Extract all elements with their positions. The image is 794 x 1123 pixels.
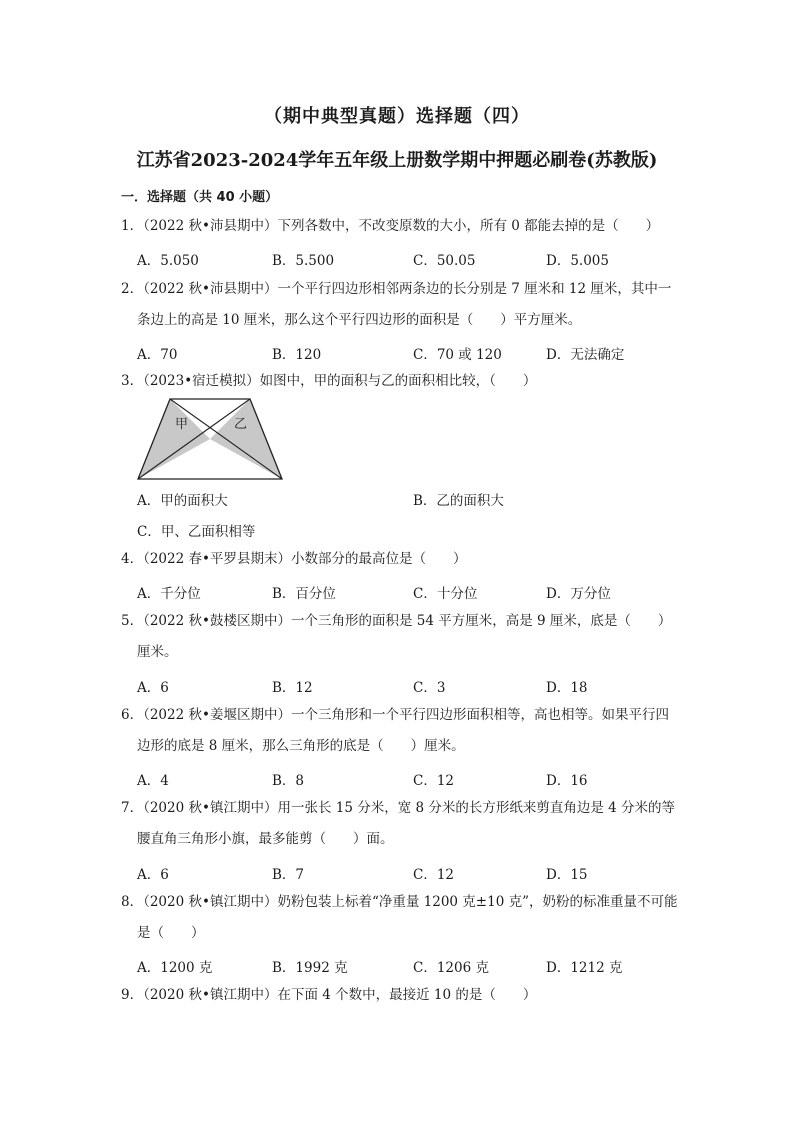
option-a: A．4 [137, 773, 169, 789]
trapezoid-figure [137, 397, 283, 481]
question-text-cont: 边形的底是 8 厘米，那么三角形的底是（ ）厘米。 [137, 738, 465, 754]
option-b: B．7 [272, 867, 305, 883]
option-b: B．8 [272, 773, 305, 789]
question-text-cont: 是（ ） [137, 925, 205, 941]
section-heading: 一．选择题（共 40 小题） [121, 190, 279, 205]
option-a: A．6 [137, 867, 169, 883]
question-text: 5．（2022 秋•鼓楼区期中）一个三角形的面积是 54 平方厘米，高是 9 厘米，底是（ ） [121, 613, 672, 629]
question-7-options [137, 863, 697, 885]
question-8 [121, 887, 681, 949]
question-text: 6．（2022 秋•姜堰区期中）一个三角形和一个平行四边形面积相等，高也相等。如果平行四 [121, 707, 669, 723]
option-d: D．5.005 [546, 253, 609, 269]
question-text: 2．（2022 秋•沛县期中）一个平行四边形相邻两条边的长分别是 7 厘米和 12 厘米，其中一 [121, 281, 672, 297]
option-a: A．5.050 [137, 253, 199, 269]
option-d: D．15 [546, 867, 588, 883]
question-6-options [137, 769, 697, 791]
option-a: A．70 [137, 347, 178, 363]
option-d: D．无法确定 [546, 347, 625, 363]
question-9 [121, 980, 681, 1011]
page-subtitle: 江苏省2023-2024学年五年级上册数学期中押题必刷卷(苏教版) [136, 150, 658, 171]
triangle-yi [210, 399, 282, 479]
option-a: A．甲的面积大 [137, 493, 228, 509]
option-c: C．12 [413, 867, 455, 883]
triangle-jia [138, 399, 210, 479]
option-d: D．16 [546, 773, 588, 789]
question-1-options [137, 249, 697, 271]
question-5 [121, 606, 681, 668]
question-text: 8．（2020 秋•镇江期中）奶粉包装上标着“净重量 1200 克±10 克”，奶粉的标准重量不可能 [121, 894, 678, 910]
option-a: A．1200 克 [137, 960, 213, 976]
option-c: C．50.05 [413, 253, 476, 269]
question-1 [121, 211, 681, 242]
question-text: 3．（2023•宿迁模拟）如图中，甲的面积与乙的面积相比较，（ ） [121, 373, 537, 389]
option-c: C．甲、乙面积相等 [137, 524, 256, 540]
option-c: C．12 [413, 773, 455, 789]
question-4-options [137, 582, 697, 604]
question-2-options [137, 343, 697, 365]
question-3-options-row2 [137, 520, 697, 542]
question-3 [121, 366, 681, 397]
option-b: B．5.500 [272, 253, 335, 269]
question-text: 4．（2022 春•平罗县期末）小数部分的最高位是（ ） [121, 551, 467, 567]
option-a: A．6 [137, 680, 169, 696]
question-text-cont: 腰直角三角形小旗，最多能剪（ ）面。 [137, 831, 394, 847]
question-6 [121, 700, 681, 762]
question-text: 1．（2022 秋•沛县期中）下列各数中，不改变原数的大小，所有 0 都能去掉的是（ ） [121, 218, 660, 234]
option-d: D．万分位 [546, 586, 611, 602]
question-2 [121, 274, 681, 336]
question-text-cont: 条边上的高是 10 厘米，那么这个平行四边形的面积是（ ）平方厘米。 [137, 312, 582, 328]
question-text: 9．（2020 秋•镇江期中）在下面 4 个数中，最接近 10 的是（ ） [121, 987, 537, 1003]
option-b: B．乙的面积大 [413, 493, 504, 509]
option-d: D．18 [546, 680, 588, 696]
option-c: C．十分位 [413, 586, 478, 602]
option-b: B．1992 克 [272, 960, 348, 976]
label-jia: 甲 [175, 417, 189, 432]
question-text: 7．（2020 秋•镇江期中）用一张长 15 分米，宽 8 分米的长方形纸来剪直角边是 4 分米的等 [121, 800, 676, 816]
option-b: B．12 [272, 680, 313, 696]
option-c: C．3 [413, 680, 446, 696]
question-8-options [137, 956, 697, 978]
question-7 [121, 793, 681, 855]
option-b: B．120 [272, 347, 322, 363]
option-b: B．百分位 [272, 586, 336, 602]
question-3-options-row1 [137, 489, 697, 511]
option-c: C．1206 克 [413, 960, 489, 976]
option-c: C．70 或 120 [413, 347, 502, 363]
question-5-options [137, 676, 697, 698]
page-title: （期中典型真题）选择题（四） [264, 106, 530, 127]
question-4 [121, 544, 681, 575]
label-yi: 乙 [234, 417, 248, 432]
question-text-cont: 厘米。 [137, 644, 178, 660]
option-d: D．1212 克 [546, 960, 623, 976]
option-a: A．千分位 [137, 586, 201, 602]
